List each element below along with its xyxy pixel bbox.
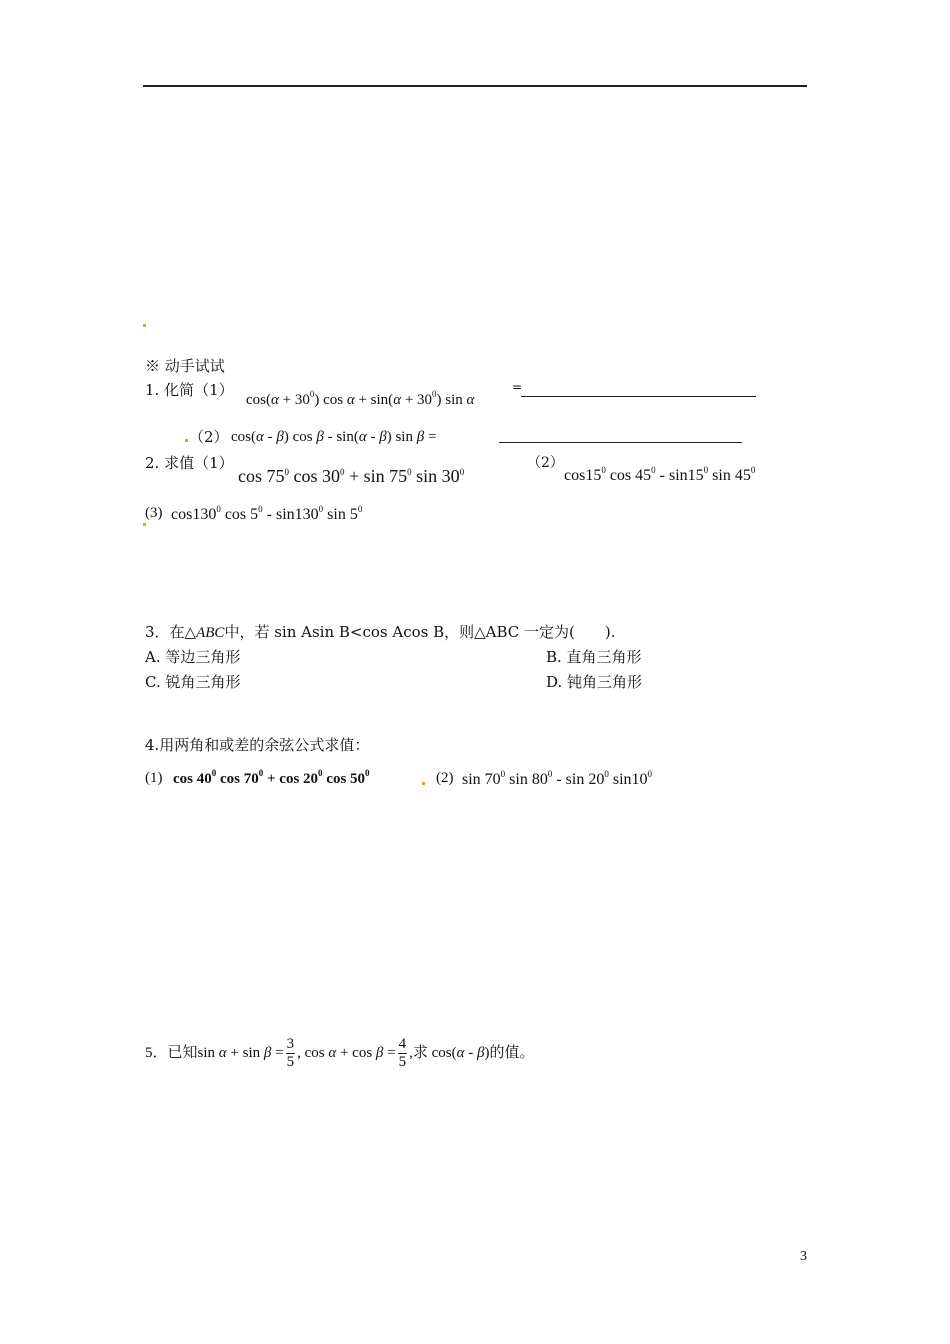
q4-stem: 4.用两角和或差的余弦公式求值： <box>145 736 370 754</box>
q3-option-c: C. 锐角三角形 <box>145 673 241 691</box>
header-rule <box>143 85 807 87</box>
q1-eq1: = <box>512 380 523 394</box>
marker-dot <box>143 324 146 327</box>
q3-option-b: B. 直角三角形 <box>546 648 642 666</box>
q1-expr1: $\cos(\alpha + 30^0)$ $\cos \alpha + \sin(\alpha + 30^0)$ sin α <box>246 389 475 408</box>
fraction-4-5: $\frac{4}{5}$ <box>398 1035 407 1071</box>
q3-option-d: D. 钝角三角形 <box>546 673 643 691</box>
q1-answer-blank-1[interactable] <box>521 396 756 397</box>
q2-part3-label: (3) <box>145 505 163 521</box>
q3-option-a: A. 等边三角形 <box>145 648 241 666</box>
q1-expr2: cos(α - β) cos β - sin(α - β) sin β = <box>231 429 437 445</box>
q2-expr2: $\cos 15^0$ $\cos 45^0 - \sin 15^0$ $\sin 45^0$ <box>564 465 756 484</box>
page-number: 3 <box>800 1249 807 1264</box>
q1-answer-blank-2[interactable] <box>499 442 742 443</box>
q5-statement: 5．已知sin α + sin β = $\frac{3}{5}$ , cos α + cos β = $\frac{4}{5}$ ,求 cos(α - β)的值。 <box>145 1035 535 1071</box>
fraction-3-5: $\frac{3}{5}$ <box>286 1035 295 1071</box>
marker-dot <box>185 439 188 442</box>
section-title: ※ 动手试试 <box>145 357 225 375</box>
q2-prefix: 2. 求值（1） <box>145 454 234 472</box>
q2-expr1: $\cos 75^0$ $\cos 30^0 + \sin 75^0$ $\sin 30^0$ <box>238 466 465 486</box>
q2-part2-label: （2） <box>527 455 564 471</box>
q4-expr1: $\cos 40^0$ $\cos 70^0 + \cos 20^0$ $\cos 50^0$ <box>173 768 370 787</box>
q4-expr2: $\sin 70^0$ $\sin 80^0$ - $\sin 20^0$ $\sin 10^0$ <box>462 769 653 788</box>
marker-dot <box>422 782 425 785</box>
q4-part2-label: (2) <box>436 770 454 786</box>
marker-dot <box>143 523 146 526</box>
q2-expr3: $\cos 130^0$ $\cos 5^0 - \sin 130^0$ $\sin 5^0$ <box>171 504 363 523</box>
q4-part1-label: (1) <box>145 770 163 786</box>
q1-part2-label: （2） <box>189 428 229 446</box>
q3-stem: 3．在△ABC中，若 sin Asin B<cos Acos B，则△ABC 一定为( ). <box>145 623 616 641</box>
q1-prefix: 1. 化简（1） <box>145 381 234 399</box>
